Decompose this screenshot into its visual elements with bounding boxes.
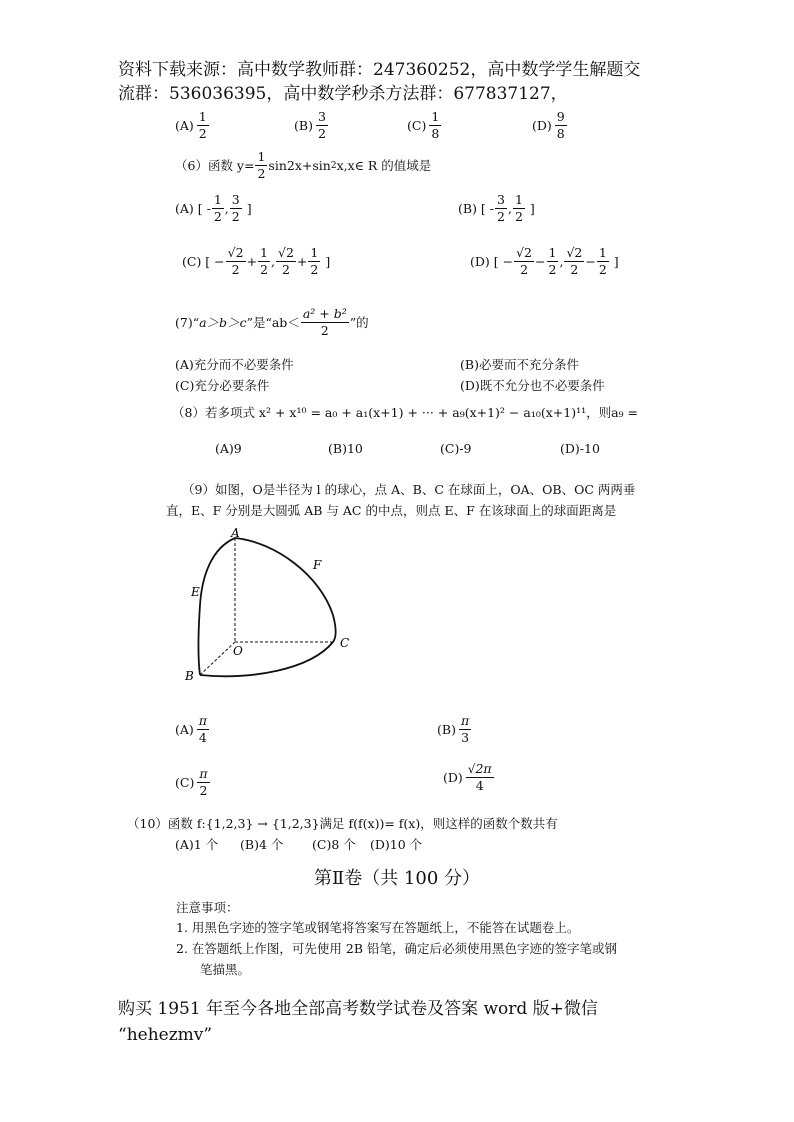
source-header-line1: 资料下载来源：高中数学教师群：247360252，高中数学学生解题交 bbox=[118, 60, 641, 80]
q9-stem-line2: 直，E、F 分别是大圆弧 AB 与 AC 的中点，则点 E、F 在该球面上的球面距离是 bbox=[166, 503, 617, 518]
option-label: (D) bbox=[443, 770, 463, 785]
q5-option-a bbox=[175, 110, 210, 141]
label-e: E bbox=[191, 585, 200, 599]
q6-rest: sin2x+sin bbox=[268, 157, 331, 173]
option-label: (D) bbox=[470, 254, 490, 269]
q7-stem-b: ”是“ab＜ bbox=[246, 314, 300, 330]
q6-sup: 2 bbox=[330, 160, 337, 171]
q7-option-d: (D)既不允分也不必要条件 bbox=[460, 378, 605, 393]
frac-den: 2 bbox=[198, 126, 207, 141]
q9-option-b bbox=[437, 714, 472, 745]
frac-den: 8 bbox=[431, 126, 440, 141]
frac-num: a² + b² bbox=[302, 306, 347, 321]
source-header-line2: 流群：536036395，高中数学秒杀方法群：677837127， bbox=[118, 84, 568, 104]
frac-den: 2 bbox=[320, 323, 329, 338]
q8-option-c: (C)-9 bbox=[440, 441, 472, 456]
frac-den: 3 bbox=[461, 730, 470, 745]
frac-num: π bbox=[198, 713, 207, 728]
option-label: (B) bbox=[294, 118, 313, 133]
frac-num: π bbox=[199, 766, 208, 781]
footer-line2: “hehezmv” bbox=[118, 1025, 213, 1045]
q6-option-a: (A) [ - $\frac{1}{2}$ , $\frac{3}{2}$ ] bbox=[175, 192, 252, 224]
frac-num: 1 bbox=[431, 109, 440, 124]
frac-den: 2 bbox=[257, 166, 266, 181]
label-o: O bbox=[233, 644, 243, 658]
frac-den: 4 bbox=[198, 730, 207, 745]
option-label: (B) bbox=[458, 201, 477, 216]
q8-option-a: (A)9 bbox=[215, 441, 242, 456]
option-label: (D) bbox=[532, 118, 552, 133]
frac-num: 1 bbox=[257, 149, 266, 164]
footer-line1: 购买 1951 年至今各地全部高考数学试卷及答案 word 版+微信 bbox=[118, 999, 598, 1019]
part-two-title: 第Ⅱ卷（共 100 分） bbox=[313, 868, 481, 889]
frac-num: 9 bbox=[556, 109, 565, 124]
label-f: F bbox=[313, 558, 322, 572]
q10-option-c: (C)8 个 bbox=[312, 837, 356, 852]
q9-stem-line1: （9）如图，O是半径为 l 的球心，点 A、B、C 在球面上，OA、OB、OC 两两垂 bbox=[182, 482, 636, 497]
q9-option-a bbox=[175, 714, 210, 745]
notes-heading: 注意事项： bbox=[176, 900, 239, 915]
option-label: (A) bbox=[175, 201, 194, 216]
label-b: B bbox=[185, 669, 194, 683]
q10-option-b: (B)4 个 bbox=[240, 837, 284, 852]
q7-condition: a＞b＞c bbox=[199, 314, 247, 330]
note-2: 2. 在答题纸上作图，可先使用 2B 铅笔，确定后必须使用黑色字迹的签字笔或钢 bbox=[176, 941, 617, 956]
frac-num: π bbox=[460, 713, 470, 728]
q7-stem-c: ”的 bbox=[349, 314, 369, 330]
arc-bc bbox=[200, 642, 333, 676]
arc-ab bbox=[199, 538, 236, 675]
frac-num: 2π bbox=[475, 761, 492, 776]
q5-option-c bbox=[407, 110, 442, 141]
q9-option-d: (D) √ 2π 4 bbox=[443, 761, 492, 793]
option-label: (C) bbox=[407, 118, 427, 133]
q5-option-b bbox=[294, 110, 329, 141]
frac-den: 2 bbox=[317, 126, 326, 141]
label-a: A bbox=[231, 526, 240, 540]
frac-den: 4 bbox=[475, 778, 484, 793]
frac-den: 8 bbox=[556, 126, 565, 141]
q7-option-a: (A)充分而不必要条件 bbox=[175, 357, 294, 372]
q7-option-b: (B)必要而不充分条件 bbox=[460, 357, 579, 372]
q6-stem bbox=[175, 150, 431, 181]
note-1: 1. 用黑色字迹的签字笔或钢笔将答案写在答题纸上，不能答在试题卷上。 bbox=[176, 920, 580, 935]
q7-stem bbox=[175, 307, 369, 338]
frac-den: 2 bbox=[199, 783, 208, 798]
arc-ac bbox=[235, 538, 336, 642]
q5-option-d bbox=[532, 110, 568, 141]
sphere-octant-figure bbox=[180, 520, 360, 690]
q10-option-a: (A)1 个 bbox=[175, 837, 219, 852]
option-label: (A) bbox=[175, 722, 194, 737]
q10-stem: （10）函数 f:{1,2,3} → {1,2,3}满足 f(f(x))= f(x)，则这样的函数个数共有 bbox=[127, 816, 558, 831]
option-label: (A) bbox=[175, 118, 194, 133]
dashed-ob bbox=[200, 642, 235, 675]
note-2-cont: 笔描黑。 bbox=[200, 962, 251, 977]
frac-num: 1 bbox=[198, 109, 207, 124]
q6-tail: x,x∈ R 的值域是 bbox=[336, 157, 432, 173]
q7-stem-a: (7)“ bbox=[175, 314, 200, 330]
q8-option-b: (B)10 bbox=[328, 441, 363, 456]
q9-option-c bbox=[175, 767, 211, 798]
option-label: (C) bbox=[182, 254, 202, 269]
label-c: C bbox=[340, 636, 350, 650]
q6-prefix: （6）函数 y= bbox=[175, 157, 255, 173]
option-label: (C) bbox=[175, 775, 195, 790]
q10-option-d: (D)10 个 bbox=[370, 837, 423, 852]
q7-option-c: (C)充分必要条件 bbox=[175, 378, 270, 393]
frac-num: 3 bbox=[317, 109, 326, 124]
q6-option-b: (B) [ - $\frac{3}{2}$ , $\frac{1}{2}$ ] bbox=[458, 192, 535, 224]
q6-option-c: (C) [ − $\frac{√2}{2}$ + $\frac{1}{2}$ , $\frac{√2}{2}$ + $\frac{1}{2}$ ] bbox=[182, 245, 331, 277]
option-label: (B) bbox=[437, 722, 456, 737]
q8-option-d: (D)-10 bbox=[560, 441, 600, 456]
q6-option-d: (D) [ − $\frac{√2}{2}$ − $\frac{1}{2}$ , $\frac{√2}{2}$ − $\frac{1}{2}$ ] bbox=[470, 245, 619, 277]
q8-stem: （8）若多项式 x² + x¹⁰ = a₀ + a₁(x+1) + ··· + a₉(x+1)² − a₁₀(x+1)¹¹，则a₉ = bbox=[172, 405, 638, 420]
